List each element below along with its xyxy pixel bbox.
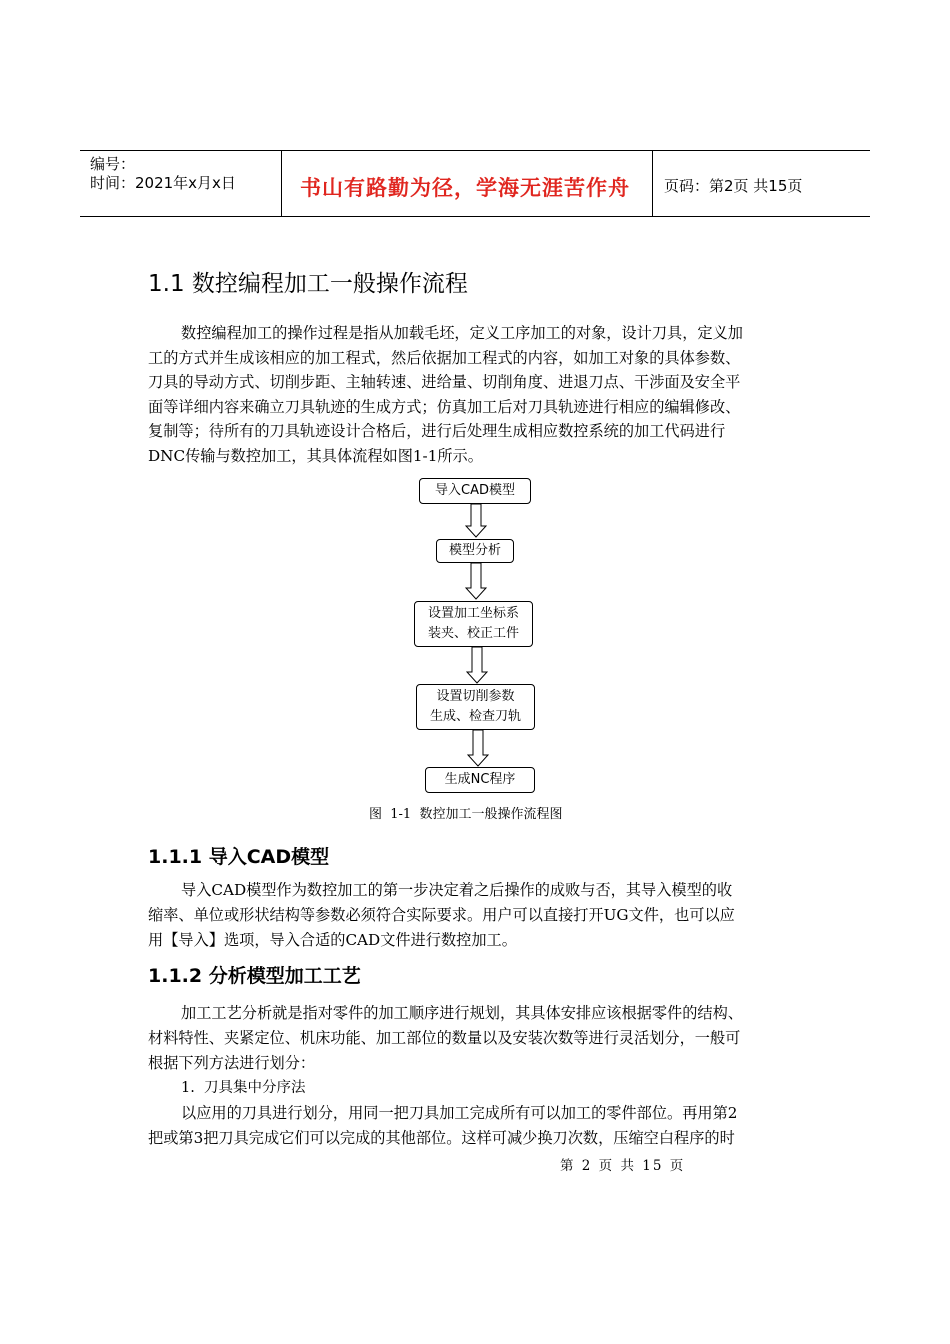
document-date: 时间：2021年x月x日: [90, 174, 236, 192]
flow-step-label: 设置切削参数: [436, 689, 515, 704]
paragraph-line: 加工工艺分析就是指对零件的加工顺序进行规划，其具体安排应该根据零件的结构、: [181, 1004, 743, 1022]
paragraph-line: 把或第3把刀具完成它们可以完成的其他部位。这样可减少换刀次数，压缩空白程序的时: [148, 1129, 735, 1147]
flow-step-label: 导入CAD模型: [435, 483, 515, 498]
intro-line: 面等详细内容来确立刀具轨迹的生成方式；仿真加工后对刀具轨迹进行相应的编辑修改、: [148, 397, 741, 416]
flow-arrow-4: [467, 730, 489, 767]
subsection-title: 1.1.1 导入CAD模型: [148, 846, 330, 868]
document-number-label: 编号：: [90, 155, 136, 173]
figure-caption: 图 1-1 数控加工一般操作流程图: [369, 807, 563, 822]
intro-line: 刀具的导动方式、切削步距、主轴转速、进给量、切削角度、进退刀点、干涉面及安全平: [148, 373, 741, 391]
paragraph-line: 用【导入】选项，导入合适的CAD文件进行数控加工。: [148, 931, 517, 949]
header-divider-1: [281, 150, 282, 217]
header-motto: 书山有路勤为径，学海无涯苦作舟: [300, 176, 630, 200]
header-divider-2: [652, 150, 653, 217]
flow-step-label: 设置加工坐标系: [427, 606, 519, 621]
flow-step-generate-nc: [425, 767, 535, 793]
header-bottom-border: [80, 216, 870, 217]
intro-line: 复制等；待所有的刀具轨迹设计合格后，进行后处理生成相应数控系统的加工代码进行: [148, 422, 726, 440]
flow-step-model-analysis: [436, 539, 514, 563]
flow-arrow-1: [465, 504, 487, 538]
flow-step-cutting-parameters: [416, 684, 535, 730]
paragraph-line: 导入CAD模型作为数控加工的第一步决定着之后操作的成败与否，其导入模型的收: [181, 881, 733, 899]
flow-step-label: 模型分析: [448, 543, 501, 558]
list-item-title: 1. 刀具集中分序法: [181, 1080, 306, 1096]
paragraph-line: 材料特性、夹紧定位、机床功能、加工部位的数量以及安装次数等进行灵活划分，一般可: [148, 1029, 741, 1047]
flow-arrow-3: [466, 647, 488, 684]
page-footer: 第 2 页 共 15 页: [560, 1158, 686, 1174]
flow-step-label: 装夹、校正工件: [427, 626, 519, 641]
paragraph-line: 根据下列方法进行划分：: [148, 1054, 316, 1072]
subsection2-paragraph: [148, 1001, 808, 1151]
intro-line: 工的方式并生成该相应的加工程式，然后依据加工程式的内容，如加工对象的具体参数、: [148, 348, 741, 367]
flow-step-import-cad: [419, 478, 531, 504]
header-top-border: [80, 150, 870, 151]
subsection-title: 1.1.2 分析模型加工工艺: [148, 965, 361, 987]
header-page-info: 页码：第2页 共15页: [664, 177, 803, 195]
flow-step-label: 生成NC程序: [444, 772, 516, 787]
flow-step-label: 生成、检查刀轨: [429, 709, 521, 724]
paragraph-line: 缩率、单位或形状结构等参数必须符合实际要求。用户可以直接打开UG文件，也可以应: [148, 906, 735, 924]
subsection1-paragraph: [148, 878, 808, 953]
intro-paragraph: [148, 321, 808, 468]
flow-step-setup-coordinates: [414, 601, 533, 647]
flow-arrow-2: [465, 563, 487, 600]
intro-line: DNC传输与数控加工，其具体流程如图1-1所示。: [148, 446, 483, 465]
section-title: 1.1 数控编程加工一般操作流程: [148, 271, 468, 297]
paragraph-line: 以应用的刀具进行划分，用同一把刀具加工完成所有可以加工的零件部位。再用第2: [181, 1104, 738, 1122]
intro-line: 数控编程加工的操作过程是指从加载毛坯，定义工序加工的对象，设计刀具，定义加: [181, 324, 743, 342]
